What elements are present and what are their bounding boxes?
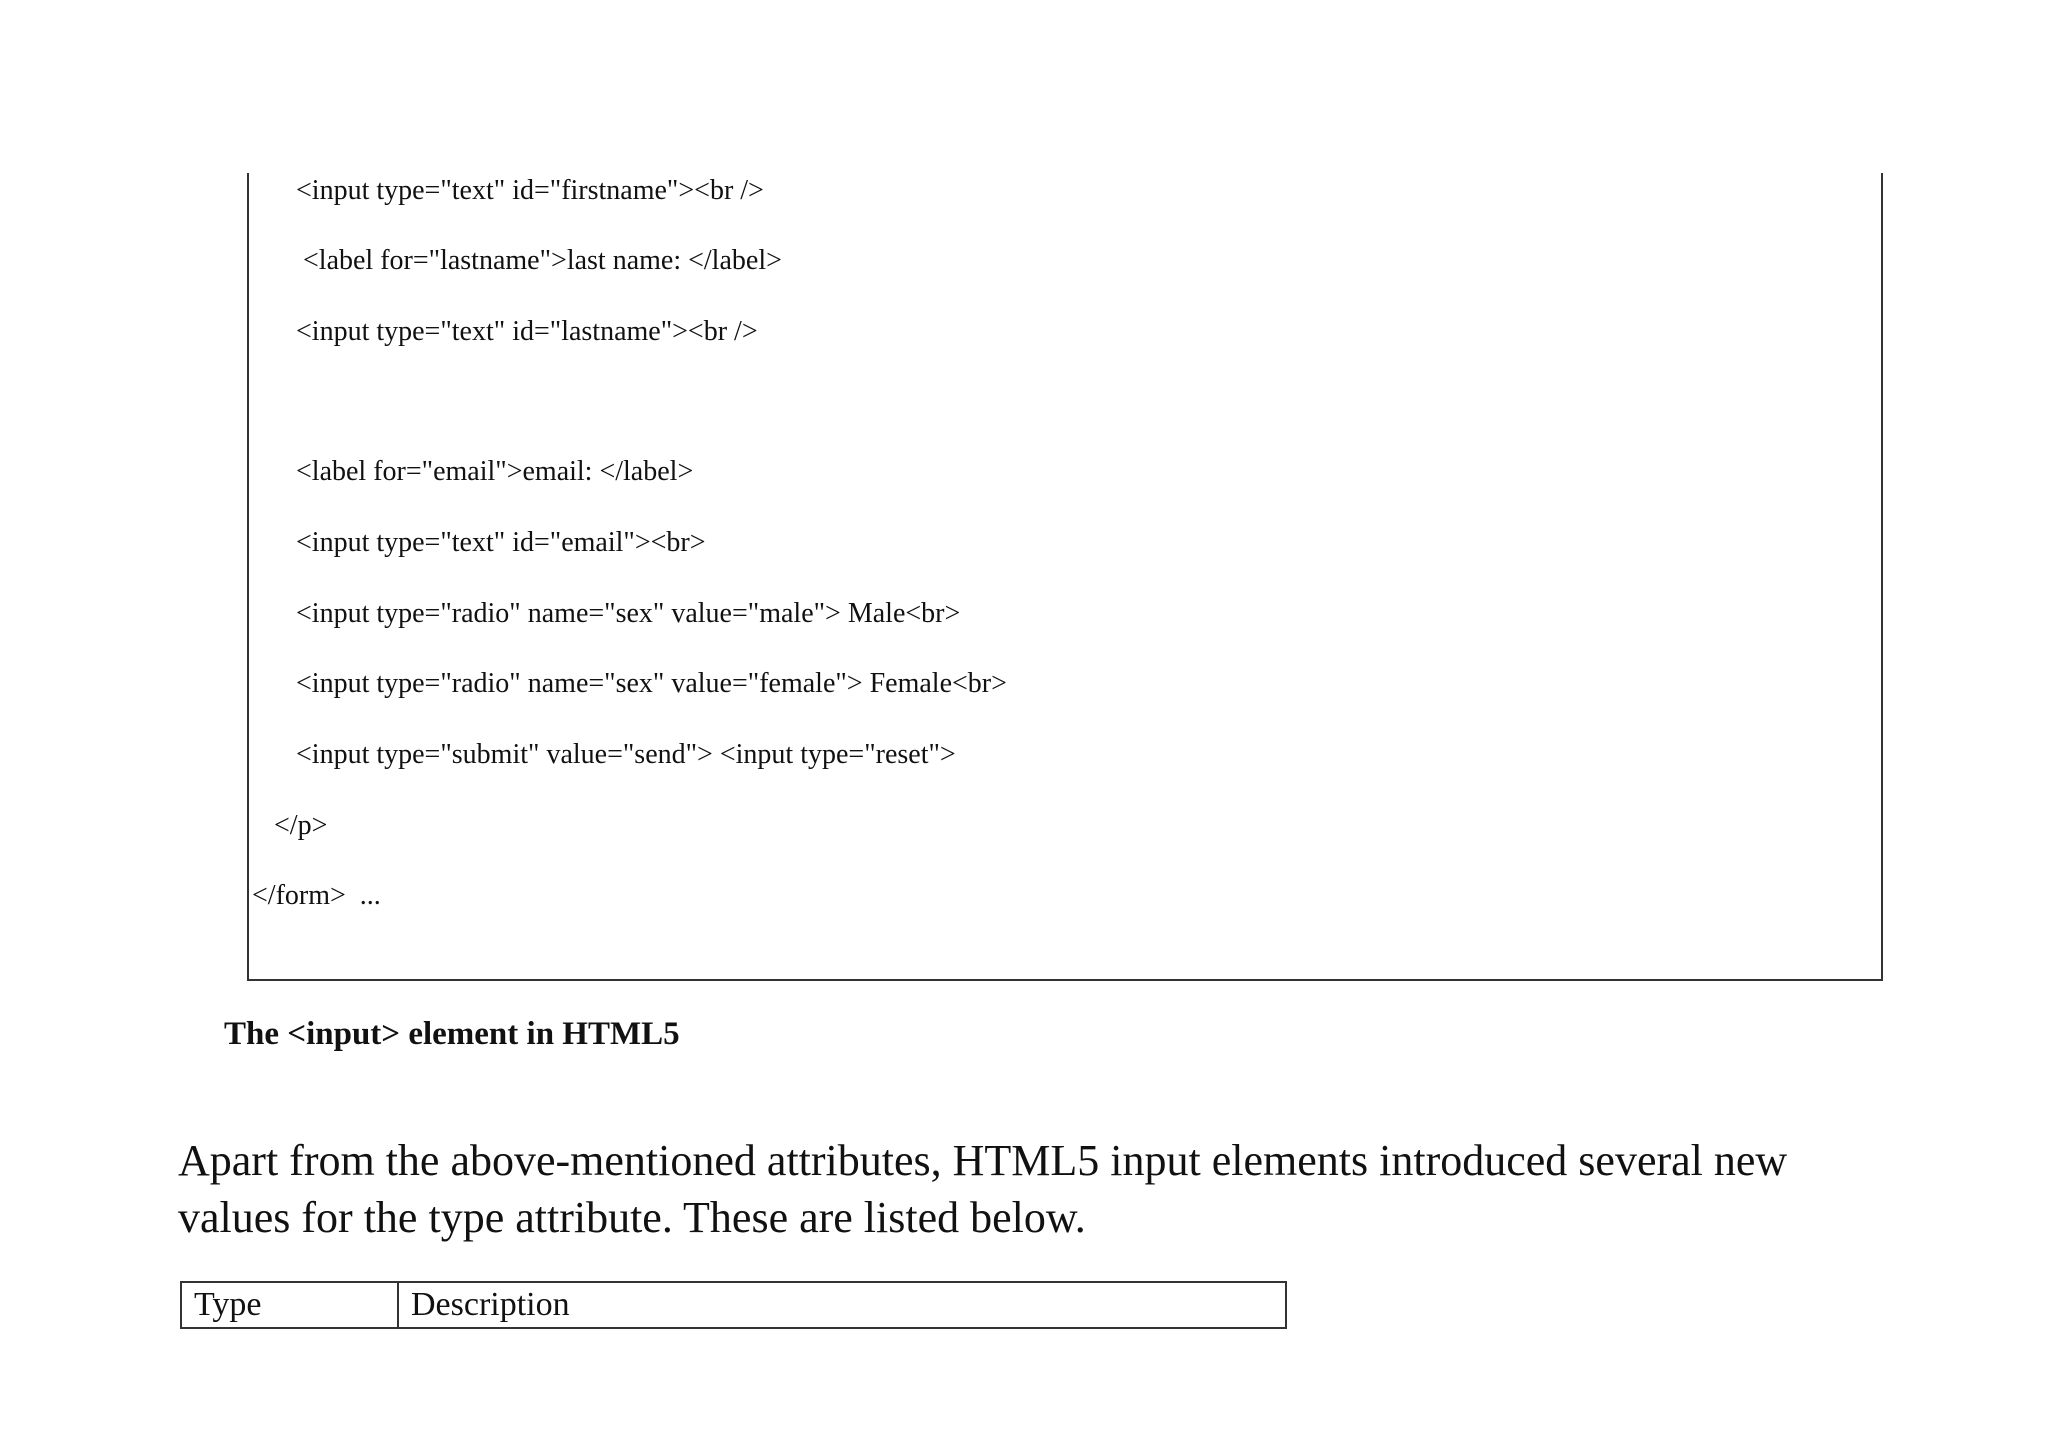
table-header-type: Type bbox=[181, 1282, 398, 1328]
code-line: <input type="submit" value="send"> <input type="reset"> bbox=[296, 739, 956, 770]
code-line: </form> ... bbox=[252, 880, 381, 911]
code-line: <input type="text" id="lastname"><br /> bbox=[296, 316, 758, 347]
section-heading: The <input> element in HTML5 bbox=[224, 1016, 680, 1052]
code-line: <label for="email">email: </label> bbox=[296, 456, 694, 487]
code-line: </p> bbox=[274, 810, 328, 841]
code-line: <label for="lastname">last name: </label> bbox=[303, 245, 782, 276]
body-paragraph: Apart from the above-mentioned attributes, HTML5 input elements introduced several new values for the type attribute. These are listed below. bbox=[178, 1136, 1788, 1242]
code-line: <input type="radio" name="sex" value="male"> Male<br> bbox=[296, 598, 961, 629]
table-header-row bbox=[181, 1282, 1286, 1328]
table-header-description: Description bbox=[398, 1282, 1286, 1328]
code-line: <input type="radio" name="sex" value="female"> Female<br> bbox=[296, 668, 1007, 699]
code-line: <input type="text" id="firstname"><br /> bbox=[296, 175, 764, 206]
code-line: <input type="text" id="email"><br> bbox=[296, 527, 706, 558]
code-example-box bbox=[247, 173, 1883, 981]
input-types-table bbox=[180, 1281, 1287, 1329]
